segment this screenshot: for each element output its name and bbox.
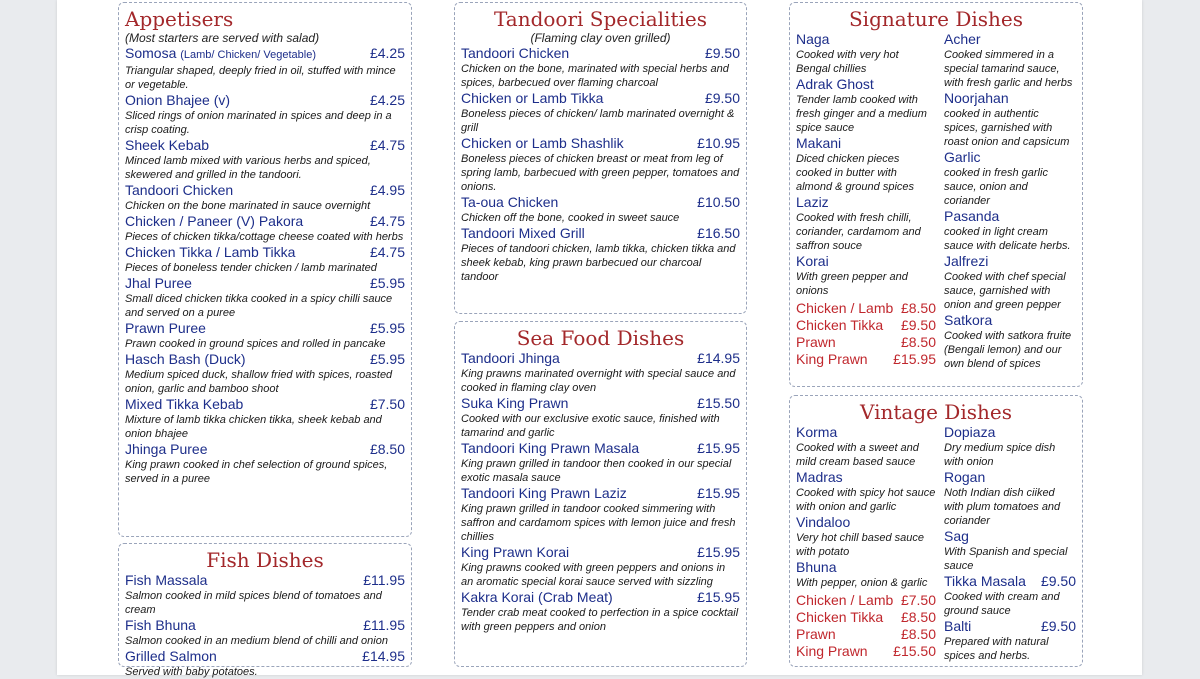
signature-title: Signature Dishes [848,7,1024,31]
menu-item [125,396,405,441]
dish-price: £15.95 [697,544,740,560]
menu-item [796,76,936,135]
vintage-left-list [796,424,936,590]
dish-price: £4.75 [369,137,405,153]
dish-name: Tandoori Mixed Grill [461,225,585,241]
price-option-name: Chicken / Lamb [796,592,894,608]
dish-name: Ta-oua Chicken [461,194,559,210]
menu-item [461,90,740,135]
vintage-columns [796,424,1076,663]
price-option-value: £8.50 [900,334,936,350]
menu-item [944,528,1076,573]
dish-name-wrap [461,350,560,367]
dish-description: Tender lamb cooked with fresh ginger and a medium spice sauce [796,94,927,134]
menu-item-row [461,90,740,107]
menu-item [944,312,1076,371]
dish-description: Pieces of tandoori chicken, lamb tikka, chicken tikka and sheek kebab, king prawn barbecued our charcoal tandoor [461,243,736,283]
dish-price: £16.50 [697,225,740,241]
seafood-list [461,350,740,634]
tandoori-list [461,45,740,284]
dish-name-wrap [461,589,613,606]
dish-name: Naga [796,31,830,47]
menu-item [796,559,936,590]
dish-name-wrap [125,351,246,368]
menu-item [125,320,405,351]
dish-name: Tandoori Chicken [125,182,234,198]
dish-description: Boneless pieces of chicken breast or meat from leg of spring lamb, barbecued with green pepper, tomatoes and onions. [461,153,740,193]
dish-name-wrap [461,544,569,561]
dish-description: Served with baby potatoes. [125,666,258,678]
menu-item [461,194,740,225]
appetisers-subtitle: (Most starters are served with salad) [125,31,320,45]
menu-item-row [125,320,405,337]
dish-name: Sag [944,528,969,544]
dish-description: Cooked with a sweet and mild cream based sauce [796,442,919,468]
dish-price: £8.50 [369,441,405,457]
dish-description: Minced lamb mixed with various herbs and spiced, skewered and grilled in the tandoori. [125,155,371,181]
dish-name: Vindaloo [796,514,851,530]
dish-price: £10.95 [697,135,740,151]
appetisers-list [125,45,405,486]
menu-item-row [461,135,740,152]
dish-name: Jhinga Puree [125,441,208,457]
dish-name: Rogan [944,469,986,485]
dish-name-wrap [125,441,208,458]
dish-name: Somosa [125,45,177,61]
dish-name-wrap [461,90,603,107]
price-option-value: £9.50 [900,317,936,333]
dish-name: Chicken / Paneer (V) Pakora [125,213,304,229]
menu-item [125,572,405,617]
dish-price: £15.95 [697,589,740,605]
vintage-right-list [944,424,1076,663]
dish-price: £4.75 [369,213,405,229]
dish-price: £5.95 [369,320,405,336]
price-option-value: £7.50 [900,592,936,608]
dish-name-wrap [125,275,192,292]
dish-name: Fish Bhuna [125,617,196,633]
dish-description: cooked in fresh garlic sauce, onion and coriander [944,167,1048,207]
dish-name: Fish Massala [125,572,208,588]
dish-name: King Prawn Korai [461,544,570,560]
tandoori-section [454,2,747,314]
menu-item-row [461,589,740,606]
signature-price-list [796,300,936,368]
menu-item [125,137,405,182]
price-option-row [796,592,936,609]
dish-description: King prawn grilled in tandoor cooked simmering with saffron and cardamom spices with lemon juice and fresh chillies [461,503,736,543]
dish-description: Cooked simmered in a special tamarind sauce, with fresh garlic and herbs [944,49,1073,89]
menu-item [125,351,405,396]
dish-name-wrap [461,194,558,211]
signature-right-column [944,31,1076,371]
dish-name-wrap [125,320,206,337]
dish-name: Jhal Puree [125,275,192,291]
menu-item-row [461,350,740,367]
menu-item [796,514,936,559]
menu-item [944,424,1076,469]
dish-description: Pieces of boneless tender chicken / lamb marinated [125,262,377,274]
dish-description: Cooked with fresh chilli, coriander, cardamom and saffron souce [796,212,921,252]
dish-name: Makani [796,135,842,151]
dish-name: Satkora [944,312,993,328]
dish-description: King prawn grilled in tandoor then cooked in our special exotic masala sauce [461,458,732,484]
dish-name-wrap [125,182,233,199]
menu-item [125,617,405,648]
menu-item-row [125,182,405,199]
dish-name: Hasch Bash (Duck) [125,351,246,367]
dish-name: Tandoori King Prawn Laziz [461,485,627,501]
dish-name: Sheek Kebab [125,137,210,153]
dish-description: Salmon cooked in an medium blend of chilli and onion [125,635,388,647]
dish-note: (Lamb/ Chicken/ Vegetable) [180,49,316,61]
price-option-name: Prawn [796,626,836,642]
vintage-left-column [796,424,936,663]
menu-item-row [461,544,740,561]
fish-section [118,543,412,678]
menu-page [57,0,1142,678]
dish-price: £4.75 [369,244,405,260]
menu-item [461,485,740,544]
menu-item-row [125,244,405,261]
signature-right-list [944,31,1076,371]
dish-price: £15.95 [697,485,740,501]
dish-description: Cooked with chef special sauce, garnished with onion and green pepper [944,271,1066,311]
menu-item [461,225,740,284]
seafood-section [454,321,747,667]
menu-item [796,31,936,76]
menu-item-row [461,225,740,242]
dish-description: Chicken off the bone, cooked in sweet sauce [461,212,680,224]
dish-description: Cooked with satkora fruite (Bengali lemon) and our own blend of spices [944,330,1072,370]
vintage-price-list [796,592,936,660]
dish-name: Suka King Prawn [461,395,569,411]
menu-item [796,469,936,514]
price-option-row [796,609,936,626]
menu-item [461,350,740,395]
menu-item [125,441,405,486]
dish-price: £9.50 [704,45,740,61]
dish-description: With Spanish and special sauce [944,546,1068,572]
dish-description: Chicken on the bone marinated in sauce overnight [125,200,371,212]
dish-name: Noorjahan [944,90,1009,106]
menu-item-row [125,45,405,64]
dish-description: Mixture of lamb tikka chicken tikka, sheek kebab and onion bhajee [125,414,382,440]
vintage-right-column [944,424,1076,663]
menu-item [125,648,405,679]
menu-item [461,544,740,589]
menu-item-row [125,275,405,292]
dish-description: Dry medium spice dish with onion [944,442,1056,468]
dish-name-wrap [461,45,569,62]
menu-item [944,573,1076,618]
dish-name: Kakra Korai (Crab Meat) [461,589,613,605]
dish-name: Acher [944,31,981,47]
menu-item [944,149,1076,208]
menu-item [125,45,405,92]
dish-description: Cooked with spicy hot sauce with onion and garlic [796,487,936,513]
price-option-row [796,626,936,643]
menu-item [125,92,405,137]
price-option-value: £8.50 [900,300,936,316]
dish-name: Dopiaza [944,424,996,440]
dish-name: Madras [796,469,843,485]
dish-price: £9.50 [1040,618,1076,634]
seafood-title: Sea Food Dishes [516,326,685,350]
menu-item-row [125,572,405,589]
menu-item-row [125,137,405,154]
dish-name: Prawn Puree [125,320,206,336]
dish-description: Chicken on the bone, marinated with special herbs and spices, barbecued over flaming charcoal [461,63,729,89]
dish-name: Chicken or Lamb Tikka [461,90,604,106]
dish-name: Korai [796,253,829,269]
dish-description: cooked in authentic spices, garnished with roast onion and capsicum [944,108,1070,148]
dish-description: Tender crab meat cooked to perfection in a spice cocktail with green peppers and onion [461,607,739,633]
dish-name-wrap [461,225,585,242]
dish-price: £7.50 [369,396,405,412]
menu-item [461,440,740,485]
menu-item [796,194,936,253]
menu-item [944,618,1076,663]
dish-name-wrap [125,45,316,64]
signature-columns [796,31,1076,371]
menu-item [796,424,936,469]
menu-item [461,135,740,194]
menu-item [944,31,1076,90]
menu-item-row [125,441,405,458]
dish-price: £15.50 [697,395,740,411]
menu-item-row [461,395,740,412]
menu-item-row [461,485,740,502]
dish-name-wrap [461,485,627,502]
dish-name: Tandoori Chicken [461,45,570,61]
menu-item [461,395,740,440]
dish-price: £5.95 [369,351,405,367]
dish-description: King prawn cooked in chef selection of ground spices, served in a puree [125,459,388,485]
menu-item [944,90,1076,149]
menu-item-row [125,648,405,665]
dish-description: With green pepper and onions [796,271,908,297]
dish-name: Bhuna [796,559,837,575]
dish-price: £11.95 [363,572,405,588]
price-option-name: King Prawn [796,643,868,659]
dish-description: Boneless pieces of chicken/ lamb marinated overnight & grill [461,108,735,134]
dish-description: Cooked with our exclusive exotic sauce, finished with tamarind and garlic [461,413,720,439]
dish-description: King prawns cooked with green peppers and onions in an aromatic special korai sauce served with sizzling [461,562,726,588]
dish-name: Jalfrezi [944,253,989,269]
signature-section [789,2,1083,387]
price-option-row [796,351,936,368]
menu-item [944,253,1076,312]
appetisers-title: Appetisers [125,7,234,31]
dish-description: Sliced rings of onion marinated in spices and deep in a crisp coating. [125,110,392,136]
menu-item [944,469,1076,528]
dish-name: Grilled Salmon [125,648,217,664]
menu-item-row [125,351,405,368]
price-option-row [796,300,936,317]
dish-name: Garlic [944,149,981,165]
dish-price: £10.50 [697,194,740,210]
price-option-name: Chicken Tikka [796,609,884,625]
dish-description: Pieces of chicken tikka/cottage cheese coated with herbs [125,231,404,243]
dish-price: £4.25 [369,45,405,61]
vintage-title: Vintage Dishes [859,400,1012,424]
price-option-name: King Prawn [796,351,868,367]
dish-description: With pepper, onion & garlic [796,577,928,589]
dish-price: £9.50 [1040,573,1076,589]
dish-name-wrap [125,213,303,230]
dish-name: Pasanda [944,208,1000,224]
dish-name-wrap [125,648,217,665]
menu-item [125,275,405,320]
dish-name-wrap [461,440,639,457]
vintage-section [789,395,1083,667]
signature-left-column [796,31,936,371]
menu-item-row [944,573,1076,590]
price-option-row [796,317,936,334]
fish-list [125,572,405,679]
menu-item-row [125,213,405,230]
dish-price: £14.95 [362,648,405,664]
menu-item-row [461,194,740,211]
menu-item-row [461,45,740,62]
dish-name-wrap [125,137,209,154]
signature-left-list [796,31,936,298]
price-option-row [796,643,936,660]
dish-price: £5.95 [369,275,405,291]
dish-name-wrap [461,395,568,412]
dish-description: Prawn cooked in ground spices and rolled in pancake [125,338,386,350]
dish-name: Adrak Ghost [796,76,874,92]
dish-price: £14.95 [697,350,740,366]
dish-description: Prepared with natural spices and herbs. [944,636,1049,662]
dish-name-wrap [125,396,243,413]
dish-description: Diced chicken pieces cooked in butter with almond & ground spices [796,153,915,193]
dish-price: £11.95 [363,617,405,633]
dish-name-wrap [461,135,624,152]
dish-description: Medium spiced duck, shallow fried with spices, roasted onion, garlic and bamboo shoot [125,369,393,395]
price-option-value: £8.50 [900,626,936,642]
dish-price: £4.25 [369,92,405,108]
price-option-value: £15.50 [893,643,936,659]
menu-item-row [125,92,405,109]
tandoori-title: Tandoori Specialities [494,7,707,31]
menu-item [125,182,405,213]
menu-item [461,45,740,90]
dish-name-wrap [125,572,207,589]
dish-description: Salmon cooked in mild spices blend of tomatoes and cream [125,590,382,616]
price-option-value: £15.95 [893,351,936,367]
fish-title: Fish Dishes [206,548,324,572]
dish-description: Triangular shaped, deeply fried in oil, stuffed with mince or vegetable. [125,65,396,91]
menu-item [796,135,936,194]
price-option-row [796,334,936,351]
dish-description: Cooked with cream and ground sauce [944,591,1060,617]
dish-description: Cooked with very hot Bengal chillies [796,49,899,75]
dish-description: Noth Indian dish ciiked with plum tomatoes and coriander [944,487,1061,527]
price-option-name: Prawn [796,334,836,350]
dish-name: Chicken or Lamb Shashlik [461,135,624,151]
menu-item [796,253,936,298]
price-option-value: £8.50 [900,609,936,625]
menu-item [461,589,740,634]
appetisers-section [118,2,412,537]
tandoori-subtitle: (Flaming clay oven grilled) [530,31,671,45]
dish-name-wrap [125,617,196,634]
dish-name-wrap [125,244,295,261]
price-option-name: Chicken Tikka [796,317,884,333]
dish-description: cooked in light cream sauce with delicate herbs. [944,226,1071,252]
dish-description: Very hot chill based sauce with potato [796,532,924,558]
dish-name: Tandoori King Prawn Masala [461,440,640,456]
menu-item [125,244,405,275]
dish-description: Small diced chicken tikka cooked in a spicy chilli sauce and served on a puree [125,293,393,319]
dish-name: Laziz [796,194,829,210]
menu-item-row [944,618,1076,635]
dish-price: £4.95 [369,182,405,198]
dish-name: Balti [944,618,972,634]
menu-item-row [125,617,405,634]
menu-item-row [461,440,740,457]
dish-description: King prawns marinated overnight with special sauce and cooked in flaming clay oven [461,368,736,394]
dish-price: £15.95 [697,440,740,456]
menu-item [125,213,405,244]
dish-name: Tandoori Jhinga [461,350,560,366]
dish-name: Mixed Tikka Kebab [125,396,244,412]
dish-name-wrap [125,92,230,109]
dish-name: Chicken Tikka / Lamb Tikka [125,244,296,260]
menu-item-row [125,396,405,413]
dish-name: Tikka Masala [944,573,1026,589]
dish-name: Onion Bhajee (v) [125,92,231,108]
dish-price: £9.50 [704,90,740,106]
dish-name: Korma [796,424,838,440]
menu-item [944,208,1076,253]
price-option-name: Chicken / Lamb [796,300,894,316]
